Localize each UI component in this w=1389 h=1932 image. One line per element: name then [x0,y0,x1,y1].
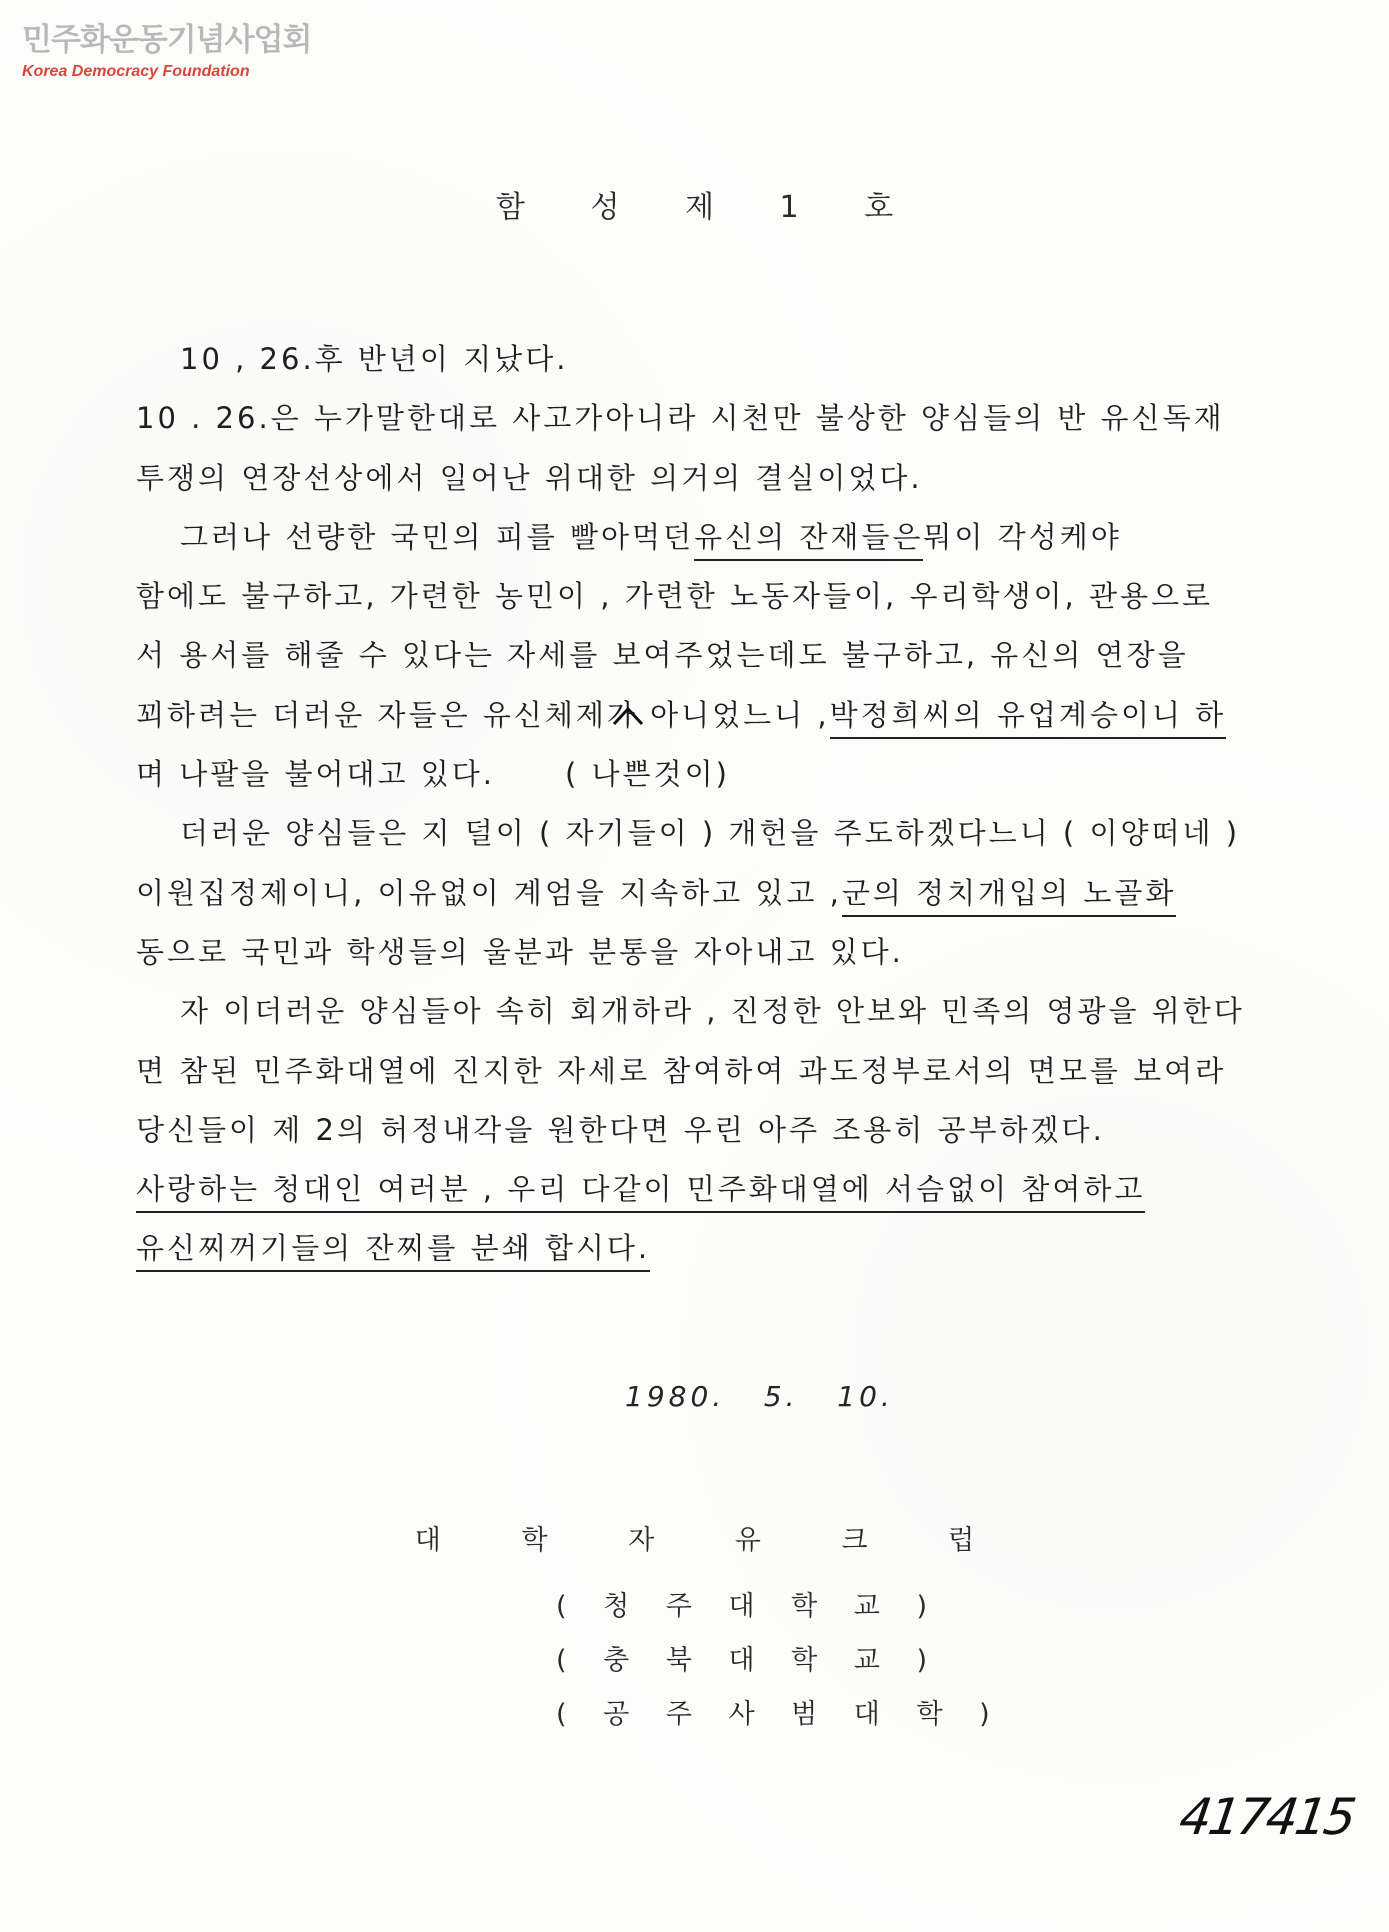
body-line-6 [136,626,1256,685]
body-line-1 [136,330,1256,389]
school-item: ( 충 북 대 학 교 ) [556,1645,941,1676]
body-line-4-text-a: 그러나 선량한 국민의 피를 빨아먹던 [180,519,695,554]
document-title: 함 성 제 1 호 [495,190,922,225]
body-line-15 [136,1160,1256,1219]
underlined-appeal-line-2: 유신찌꺼기들의 잔찌를 분쇄 합시다. [136,1226,650,1272]
underlined-appeal-line-1: 사랑하는 청대인 여러분 , 우리 다같이 민주화대열에 서슴없이 참여하고 [136,1167,1145,1213]
body-line-14-text: 당신들이 제 2의 허정내각을 원한다면 우린 아주 조용히 공부하겠다. [136,1112,1105,1147]
foundation-watermark [22,20,322,82]
document-body [136,330,1256,1279]
body-line-2 [136,389,1256,448]
body-line-8-text: 며 나팔을 불어대고 있다. [136,757,496,792]
body-line-5 [136,567,1256,626]
body-line-2-text: 10 . 26.은 누가말한대로 사고가아니라 시천만 불상한 양심들의 반 유신독재 [136,401,1225,436]
body-line-4 [136,508,1256,567]
underlined-phrase-yushin-remnants: 유신의 잔재들은 [694,515,923,561]
underlined-phrase-military-intervention: 군의 정치개입의 노골화 [842,871,1177,917]
issuing-organization: 대 학 자 유 크 럽 [414,1525,1011,1556]
body-line-11-text: 동으로 국민과 학생들의 울분과 분통을 자아내고 있다. [136,934,904,969]
body-line-12-text: 자 이더러운 양심들아 속히 회개하라 , 진정한 안보와 민족의 영광을 위한다 [180,994,1245,1029]
handwritten-insertion: ( 나쁜것이) [565,757,730,792]
body-line-10 [136,864,1256,923]
body-line-13-text: 면 참된 민주화대열에 진지한 자세로 참여하여 과도정부로서의 면모를 보여라 [136,1053,1227,1088]
body-line-4-text-b: 뭐이 각성케야 [923,519,1122,554]
body-line-1-text: 10 , 26.후 반년이 지났다. [180,342,569,376]
handwritten-archive-number: 417415 [1175,1788,1357,1846]
body-line-14 [136,1101,1256,1160]
body-line-13 [136,1042,1256,1101]
watermark-english: Korea Democracy Foundation [22,63,250,80]
school-item: ( 공 주 사 범 대 학 ) [556,1699,1004,1730]
underlined-phrase-park-legacy: 박정희씨의 유업계승이니 하 [830,693,1227,739]
insertion-caret-icon [612,706,644,726]
body-line-3 [136,449,1256,508]
watermark-korean: 민주화운동기념사업회 [22,22,312,58]
body-line-11 [136,923,1256,982]
body-line-3-text: 투쟁의 연장선상에서 일어난 위대한 의거의 결실이었다. [136,460,923,495]
body-line-9 [136,804,1256,863]
body-line-7 [136,686,1256,745]
body-line-8 [136,745,1256,804]
document-date: 1980. 5. 10. [625,1380,894,1413]
body-line-5-text: 함에도 불구하고, 가련한 농민이 , 가련한 노동자들이, 우리학생이, 관용으로 [136,579,1214,614]
body-line-6-text: 서 용서를 해줄 수 있다는 자세를 보여주었는데도 불구하고, 유신의 연장을 [136,638,1189,673]
body-line-12 [136,982,1256,1041]
body-line-7-text-a: 꾀하려는 더러운 자들은 유신체제가 아니었느니 , [136,697,830,732]
school-item: ( 청 주 대 학 교 ) [556,1591,941,1622]
body-line-10-text-a: 이원집정제이니, 이유없이 계엄을 지속하고 있고 , [136,875,842,910]
school-list [556,1580,1004,1742]
body-line-9-text: 더러운 양심들은 지 덜이 ( 자기들이 ) 개헌을 주도하겠다느니 ( 이양떠네 ) [180,816,1241,851]
body-line-16 [136,1219,1256,1278]
